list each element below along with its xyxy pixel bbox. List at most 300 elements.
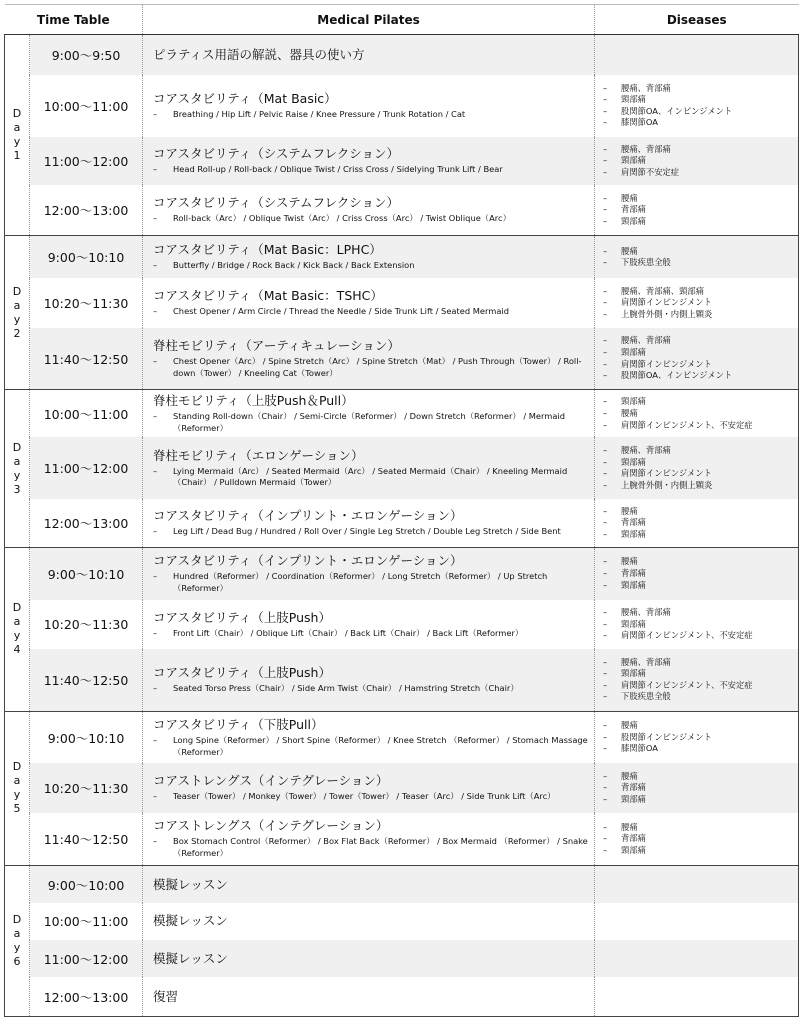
exercise-list: Roll-back（Arc） / Oblique Twist（Arc） / Criss Cross（Arc） / Twist Oblique（Arc）	[173, 213, 511, 224]
program-title: 模擬レッスン	[153, 950, 228, 966]
disease-item	[603, 732, 798, 744]
session-time: 10:00〜11:00	[30, 75, 143, 137]
program-exercises	[153, 791, 594, 803]
session-row	[5, 649, 799, 711]
session-time: 10:00〜11:00	[30, 903, 143, 940]
disease-name: 背部痛	[621, 204, 646, 215]
disease-name: 肩関節不安定症	[621, 166, 680, 177]
program-exercises	[153, 260, 594, 272]
session-diseases	[595, 235, 799, 278]
disease-item	[603, 619, 798, 631]
day-label	[5, 235, 30, 390]
day-label-char: y	[13, 788, 21, 802]
disease-name: 頸部痛	[621, 528, 646, 539]
disease-name: 腰痛	[621, 505, 638, 516]
disease-name: 頸部痛	[621, 844, 646, 855]
header-row	[5, 5, 799, 35]
day-label	[5, 35, 30, 236]
session-row	[5, 903, 799, 940]
program-title: コアスタビリティ（システムフレクション）	[153, 195, 400, 211]
session-row	[5, 711, 799, 763]
dash-marker: –	[603, 346, 608, 357]
dash-marker: –	[603, 556, 608, 567]
disease-item	[603, 193, 798, 205]
dash-marker: –	[153, 571, 158, 582]
disease-name: 股関節OA、インピンジメント	[621, 105, 733, 116]
session-row	[5, 137, 799, 185]
dash-marker: –	[153, 164, 158, 175]
dash-marker: –	[603, 770, 608, 781]
exercise-list: Box Stomach Control（Reformer） / Box Flat Back（Reformer） / Box Mermaid （Reformer） / Snake（Reformer）	[173, 836, 588, 858]
disease-item	[603, 782, 798, 794]
disease-item	[603, 396, 798, 408]
day-label	[5, 390, 30, 548]
dash-marker: –	[603, 793, 608, 804]
dash-marker: –	[603, 568, 608, 579]
disease-name: 背部痛	[621, 782, 646, 793]
session-diseases	[595, 763, 799, 812]
exercise-list: Teaser（Tower） / Monkey（Tower） / Tower（Tower） / Teaser（Arc） / Side Trunk Lift（Arc）	[173, 791, 556, 802]
session-diseases	[595, 437, 799, 499]
dash-marker: –	[603, 833, 608, 844]
dash-marker: –	[603, 782, 608, 793]
disease-item	[603, 691, 798, 703]
dash-marker: –	[153, 683, 158, 694]
session-program	[143, 600, 595, 649]
session-time: 10:20〜11:30	[30, 278, 143, 327]
disease-name: 頸部痛	[621, 94, 646, 105]
dash-marker: –	[603, 419, 608, 430]
session-program	[143, 35, 595, 75]
disease-item	[603, 420, 798, 432]
disease-item	[603, 246, 798, 258]
disease-item	[603, 359, 798, 371]
session-row	[5, 499, 799, 547]
program-title: 模擬レッスン	[153, 913, 228, 929]
program-title: 脊柱モビリティ（アーティキュレーション）	[153, 338, 400, 354]
dash-marker: –	[603, 257, 608, 268]
session-time: 12:00〜13:00	[30, 185, 143, 235]
disease-item	[603, 607, 798, 619]
session-program	[143, 813, 595, 866]
session-time: 10:00〜11:00	[30, 390, 143, 437]
session-row	[5, 763, 799, 812]
disease-item	[603, 257, 798, 269]
disease-item	[603, 297, 798, 309]
exercise-list: Chest Opener（Arc） / Spine Stretch（Arc） / Spine Stretch（Mat） / Push Through（Tower） / Roll-down（Tower） / Kneeling Cat（Tower）	[173, 356, 582, 378]
disease-name: 頸部痛	[621, 579, 646, 590]
session-time: 10:20〜11:30	[30, 600, 143, 649]
session-diseases	[595, 35, 799, 75]
exercise-list: Front Lift（Chair） / Oblique Lift（Chair） / Back Lift（Chair） / Back Lift（Reformer）	[173, 627, 524, 638]
exercise-list: Seated Torso Press（Chair） / Side Arm Twist（Chair） / Hamstring Stretch（Chair）	[173, 683, 519, 694]
program-title: コアスタビリティ（上肢Push）	[153, 609, 331, 625]
dash-marker: –	[153, 306, 158, 317]
dash-marker: –	[603, 370, 608, 381]
disease-item	[603, 309, 798, 321]
program-title: コアスタビリティ（インプリント・エロンゲーション）	[153, 553, 463, 569]
disease-item	[603, 680, 798, 692]
disease-name: 上腕骨外側・内側上顆炎	[621, 308, 713, 319]
dash-marker: –	[153, 836, 158, 847]
disease-item	[603, 335, 798, 347]
program-title: 脊柱モビリティ（上肢Push＆Pull）	[153, 393, 354, 409]
disease-name: 下肢疾患全般	[621, 691, 671, 702]
disease-item	[603, 370, 798, 382]
session-diseases	[595, 185, 799, 235]
disease-item	[603, 83, 798, 95]
session-program	[143, 328, 595, 390]
disease-name: 膝関節OA	[621, 117, 658, 128]
day-label-char: D	[12, 106, 22, 120]
day-label-char: a	[13, 615, 21, 629]
session-program	[143, 649, 595, 711]
disease-item	[603, 822, 798, 834]
session-program	[143, 185, 595, 235]
day-label-char: y	[13, 134, 21, 148]
disease-item	[603, 657, 798, 669]
session-time: 9:00〜10:00	[30, 866, 143, 903]
disease-item	[603, 216, 798, 228]
disease-item	[603, 580, 798, 592]
dash-marker: –	[603, 618, 608, 629]
disease-item	[603, 155, 798, 167]
dash-marker: –	[603, 117, 608, 128]
header-medical-pilates: Medical Pilates	[143, 5, 595, 35]
program-exercises	[153, 526, 594, 538]
disease-item	[603, 204, 798, 216]
dash-marker: –	[603, 396, 608, 407]
program-title: コアスタビリティ（Mat Basic：TSHC）	[153, 288, 383, 304]
program-exercises	[153, 466, 594, 489]
program-title: 復習	[153, 988, 179, 1004]
disease-name: 頸部痛	[621, 618, 646, 629]
disease-name: 腰痛	[621, 245, 638, 256]
program-exercises	[153, 356, 594, 379]
session-time: 9:00〜10:10	[30, 548, 143, 600]
schedule-body	[5, 35, 799, 1017]
disease-name: 下肢疾患全般	[621, 257, 671, 268]
program-title: コアスタビリティ（Mat Basic）	[153, 91, 337, 107]
disease-name: 頸部痛	[621, 793, 646, 804]
dash-marker: –	[153, 791, 158, 802]
exercise-list: Butterfly / Bridge / Rock Back / Kick Back / Back Extension	[173, 260, 415, 271]
disease-name: 頸部痛	[621, 155, 646, 166]
session-diseases	[595, 813, 799, 866]
disease-item	[603, 568, 798, 580]
disease-name: 背部痛	[621, 833, 646, 844]
program-exercises	[153, 411, 594, 434]
session-diseases	[595, 499, 799, 547]
disease-name: 腰痛	[621, 192, 638, 203]
session-time: 11:40〜12:50	[30, 649, 143, 711]
header-time-table: Time Table	[5, 5, 143, 35]
session-program	[143, 903, 595, 940]
exercise-list: Chest Opener / Arm Circle / Thread the Needle / Side Trunk Lift / Seated Mermaid	[173, 306, 510, 317]
header-diseases: Diseases	[595, 5, 799, 35]
session-row	[5, 278, 799, 327]
program-exercises	[153, 571, 594, 594]
disease-name: 頸部痛	[621, 456, 646, 467]
day-label	[5, 866, 30, 1017]
session-time: 11:00〜12:00	[30, 437, 143, 499]
session-program	[143, 437, 595, 499]
session-row	[5, 35, 799, 75]
dash-marker: –	[603, 517, 608, 528]
session-row	[5, 600, 799, 649]
dash-marker: –	[153, 465, 158, 476]
dash-marker: –	[603, 297, 608, 308]
program-exercises	[153, 164, 594, 176]
disease-item	[603, 833, 798, 845]
disease-item	[603, 286, 798, 298]
dash-marker: –	[603, 821, 608, 832]
session-row	[5, 866, 799, 903]
day-label-char: a	[13, 120, 21, 134]
session-program	[143, 548, 595, 600]
disease-name: 腰痛	[621, 821, 638, 832]
exercise-list: Lying Mermaid（Arc） / Seated Mermaid（Arc） / Seated Mermaid（Chair） / Kneeling Mermaid（Chair） / Pulldown Mermaid（Tower）	[173, 465, 568, 488]
dash-marker: –	[603, 308, 608, 319]
disease-name: 背部痛	[621, 517, 646, 528]
session-diseases	[595, 278, 799, 327]
day-label-char: D	[12, 440, 22, 454]
day-label-char: 6	[13, 955, 21, 969]
program-title: コアストレングス（インテグレーション）	[153, 773, 389, 789]
session-row	[5, 940, 799, 977]
disease-name: 上腕骨外側・内側上顆炎	[621, 479, 713, 490]
dash-marker: –	[153, 213, 158, 224]
program-title: コアスタビリティ（インプリント・エロンゲーション）	[153, 508, 463, 524]
exercise-list: Head Roll-up / Roll-back / Oblique Twist / Criss Cross / Sidelying Trunk Lift / Bear	[173, 164, 503, 175]
dash-marker: –	[153, 411, 158, 422]
disease-item	[603, 556, 798, 568]
session-program	[143, 763, 595, 812]
dash-marker: –	[153, 356, 158, 367]
day-label-char: 4	[13, 643, 21, 657]
disease-item	[603, 94, 798, 106]
dash-marker: –	[603, 528, 608, 539]
dash-marker: –	[153, 735, 158, 746]
disease-name: 腰痛、背部痛	[621, 335, 671, 346]
dash-marker: –	[603, 456, 608, 467]
session-row	[5, 813, 799, 866]
dash-marker: –	[603, 656, 608, 667]
session-diseases	[595, 649, 799, 711]
dash-marker: –	[603, 285, 608, 296]
day-label-char: D	[12, 760, 22, 774]
day-label-char: 5	[13, 802, 21, 816]
session-diseases	[595, 600, 799, 649]
dash-marker: –	[153, 109, 158, 120]
disease-name: 腰痛	[621, 720, 638, 731]
day-label-char: y	[13, 312, 21, 326]
disease-item	[603, 506, 798, 518]
session-row	[5, 548, 799, 600]
program-exercises	[153, 836, 594, 859]
program-title: コアスタビリティ（上肢Push）	[153, 665, 331, 681]
disease-name: 背部痛	[621, 568, 646, 579]
disease-name: 腰痛	[621, 770, 638, 781]
disease-name: 肩関節インピンジメント、不安定症	[621, 679, 753, 690]
disease-item	[603, 720, 798, 732]
day-label-char: a	[13, 298, 21, 312]
session-diseases	[595, 940, 799, 977]
disease-name: 頸部痛	[621, 396, 646, 407]
disease-item	[603, 668, 798, 680]
session-diseases	[595, 711, 799, 763]
disease-name: 腰痛、背部痛	[621, 445, 671, 456]
dash-marker: –	[603, 468, 608, 479]
disease-item	[603, 771, 798, 783]
session-time: 9:00〜10:10	[30, 711, 143, 763]
session-row	[5, 185, 799, 235]
dash-marker: –	[603, 505, 608, 516]
disease-name: 頸部痛	[621, 668, 646, 679]
session-row	[5, 75, 799, 137]
program-exercises	[153, 683, 594, 695]
disease-name: 膝関節OA	[621, 743, 658, 754]
disease-item	[603, 457, 798, 469]
session-row	[5, 977, 799, 1016]
dash-marker: –	[603, 731, 608, 742]
dash-marker: –	[603, 445, 608, 456]
disease-item	[603, 445, 798, 457]
session-diseases	[595, 137, 799, 185]
disease-item	[603, 468, 798, 480]
dash-marker: –	[603, 407, 608, 418]
day-label-char: y	[13, 468, 21, 482]
program-title: コアスタビリティ（下肢Pull）	[153, 717, 324, 733]
session-time: 9:00〜10:10	[30, 235, 143, 278]
dash-marker: –	[603, 215, 608, 226]
session-row	[5, 328, 799, 390]
program-exercises	[153, 628, 594, 640]
program-exercises	[153, 213, 594, 225]
day-label-char: 1	[13, 148, 21, 162]
disease-item	[603, 630, 798, 642]
day-label-char: D	[12, 284, 22, 298]
day-label	[5, 548, 30, 712]
disease-item	[603, 408, 798, 420]
disease-item	[603, 743, 798, 755]
day-label-char: 2	[13, 326, 21, 340]
dash-marker: –	[603, 155, 608, 166]
disease-name: 肩関節インピンジメント、不安定症	[621, 419, 753, 430]
session-time: 11:00〜12:00	[30, 940, 143, 977]
program-title: 脊柱モビリティ（エロンゲーション）	[153, 447, 364, 463]
dash-marker: –	[603, 192, 608, 203]
dash-marker: –	[603, 579, 608, 590]
session-time: 11:00〜12:00	[30, 137, 143, 185]
dash-marker: –	[603, 743, 608, 754]
disease-name: 肩関節インピンジメント	[621, 468, 712, 479]
disease-item	[603, 347, 798, 359]
program-title: コアストレングス（インテグレーション）	[153, 818, 389, 834]
disease-name: 股関節OA、インピンジメント	[621, 370, 733, 381]
disease-item	[603, 480, 798, 492]
exercise-list: Breathing / Hip Lift / Pelvic Raise / Knee Pressure / Trunk Rotation / Cat	[173, 109, 466, 120]
disease-item	[603, 529, 798, 541]
session-diseases	[595, 390, 799, 437]
session-program	[143, 866, 595, 903]
day-label-char: a	[13, 454, 21, 468]
day-label-char: a	[13, 927, 21, 941]
day-label-char: 3	[13, 482, 21, 496]
session-time: 10:20〜11:30	[30, 763, 143, 812]
disease-name: 頸部痛	[621, 346, 646, 357]
disease-item	[603, 144, 798, 156]
disease-name: 腰痛、背部痛	[621, 656, 671, 667]
exercise-list: Standing Roll-down（Chair） / Semi-Circle（Reformer） / Down Stretch（Reformer） / Mermaid（Reformer）	[173, 411, 566, 433]
dash-marker: –	[603, 358, 608, 369]
dash-marker: –	[603, 720, 608, 731]
dash-marker: –	[603, 844, 608, 855]
session-diseases	[595, 328, 799, 390]
session-program	[143, 235, 595, 278]
dash-marker: –	[153, 260, 158, 271]
dash-marker: –	[603, 82, 608, 93]
schedule-table	[4, 4, 799, 1017]
session-program	[143, 977, 595, 1016]
disease-name: 肩関節インピンジメント、不安定症	[621, 630, 753, 641]
session-row	[5, 235, 799, 278]
dash-marker: –	[153, 627, 158, 638]
disease-name: 肩関節インピンジメント	[621, 297, 712, 308]
dash-marker: –	[603, 94, 608, 105]
disease-name: 腰痛、背部痛、頸部痛	[621, 285, 704, 296]
dash-marker: –	[603, 143, 608, 154]
program-exercises	[153, 735, 594, 758]
session-time: 11:40〜12:50	[30, 328, 143, 390]
session-program	[143, 940, 595, 977]
disease-item	[603, 794, 798, 806]
disease-name: 股関節インピンジメント	[621, 731, 712, 742]
program-title: コアスタビリティ（システムフレクション）	[153, 146, 400, 162]
dash-marker: –	[603, 630, 608, 641]
program-title: コアスタビリティ（Mat Basic：LPHC）	[153, 242, 382, 258]
disease-name: 腰痛	[621, 556, 638, 567]
day-label-char: a	[13, 774, 21, 788]
exercise-list: Long Spine（Reformer） / Short Spine（Reformer） / Knee Stretch （Reformer） / Stomach Massage（Reformer）	[173, 735, 588, 757]
program-exercises	[153, 306, 594, 318]
exercise-list: Hundred（Reformer） / Coordination（Reformer） / Long Stretch（Reformer） / Up Stretch（Reformer）	[173, 571, 548, 593]
disease-name: 腰痛、背部痛	[621, 82, 671, 93]
session-time: 11:40〜12:50	[30, 813, 143, 866]
disease-item	[603, 845, 798, 857]
session-diseases	[595, 75, 799, 137]
session-program	[143, 499, 595, 547]
day-label	[5, 711, 30, 866]
dash-marker: –	[603, 691, 608, 702]
dash-marker: –	[603, 335, 608, 346]
disease-item	[603, 106, 798, 118]
session-row	[5, 437, 799, 499]
session-diseases	[595, 977, 799, 1016]
disease-item	[603, 517, 798, 529]
session-program	[143, 137, 595, 185]
program-title: 模擬レッスン	[153, 876, 228, 892]
disease-name: 腰痛、背部痛	[621, 143, 671, 154]
exercise-list: Leg Lift / Dead Bug / Hundred / Roll Over / Single Leg Stretch / Double Leg Stretch / Side Bent	[173, 526, 561, 537]
dash-marker: –	[603, 479, 608, 490]
dash-marker: –	[153, 526, 158, 537]
disease-name: 腰痛	[621, 407, 638, 418]
day-label-char: y	[13, 629, 21, 643]
disease-name: 腰痛、背部痛	[621, 606, 671, 617]
dash-marker: –	[603, 668, 608, 679]
session-time: 12:00〜13:00	[30, 499, 143, 547]
